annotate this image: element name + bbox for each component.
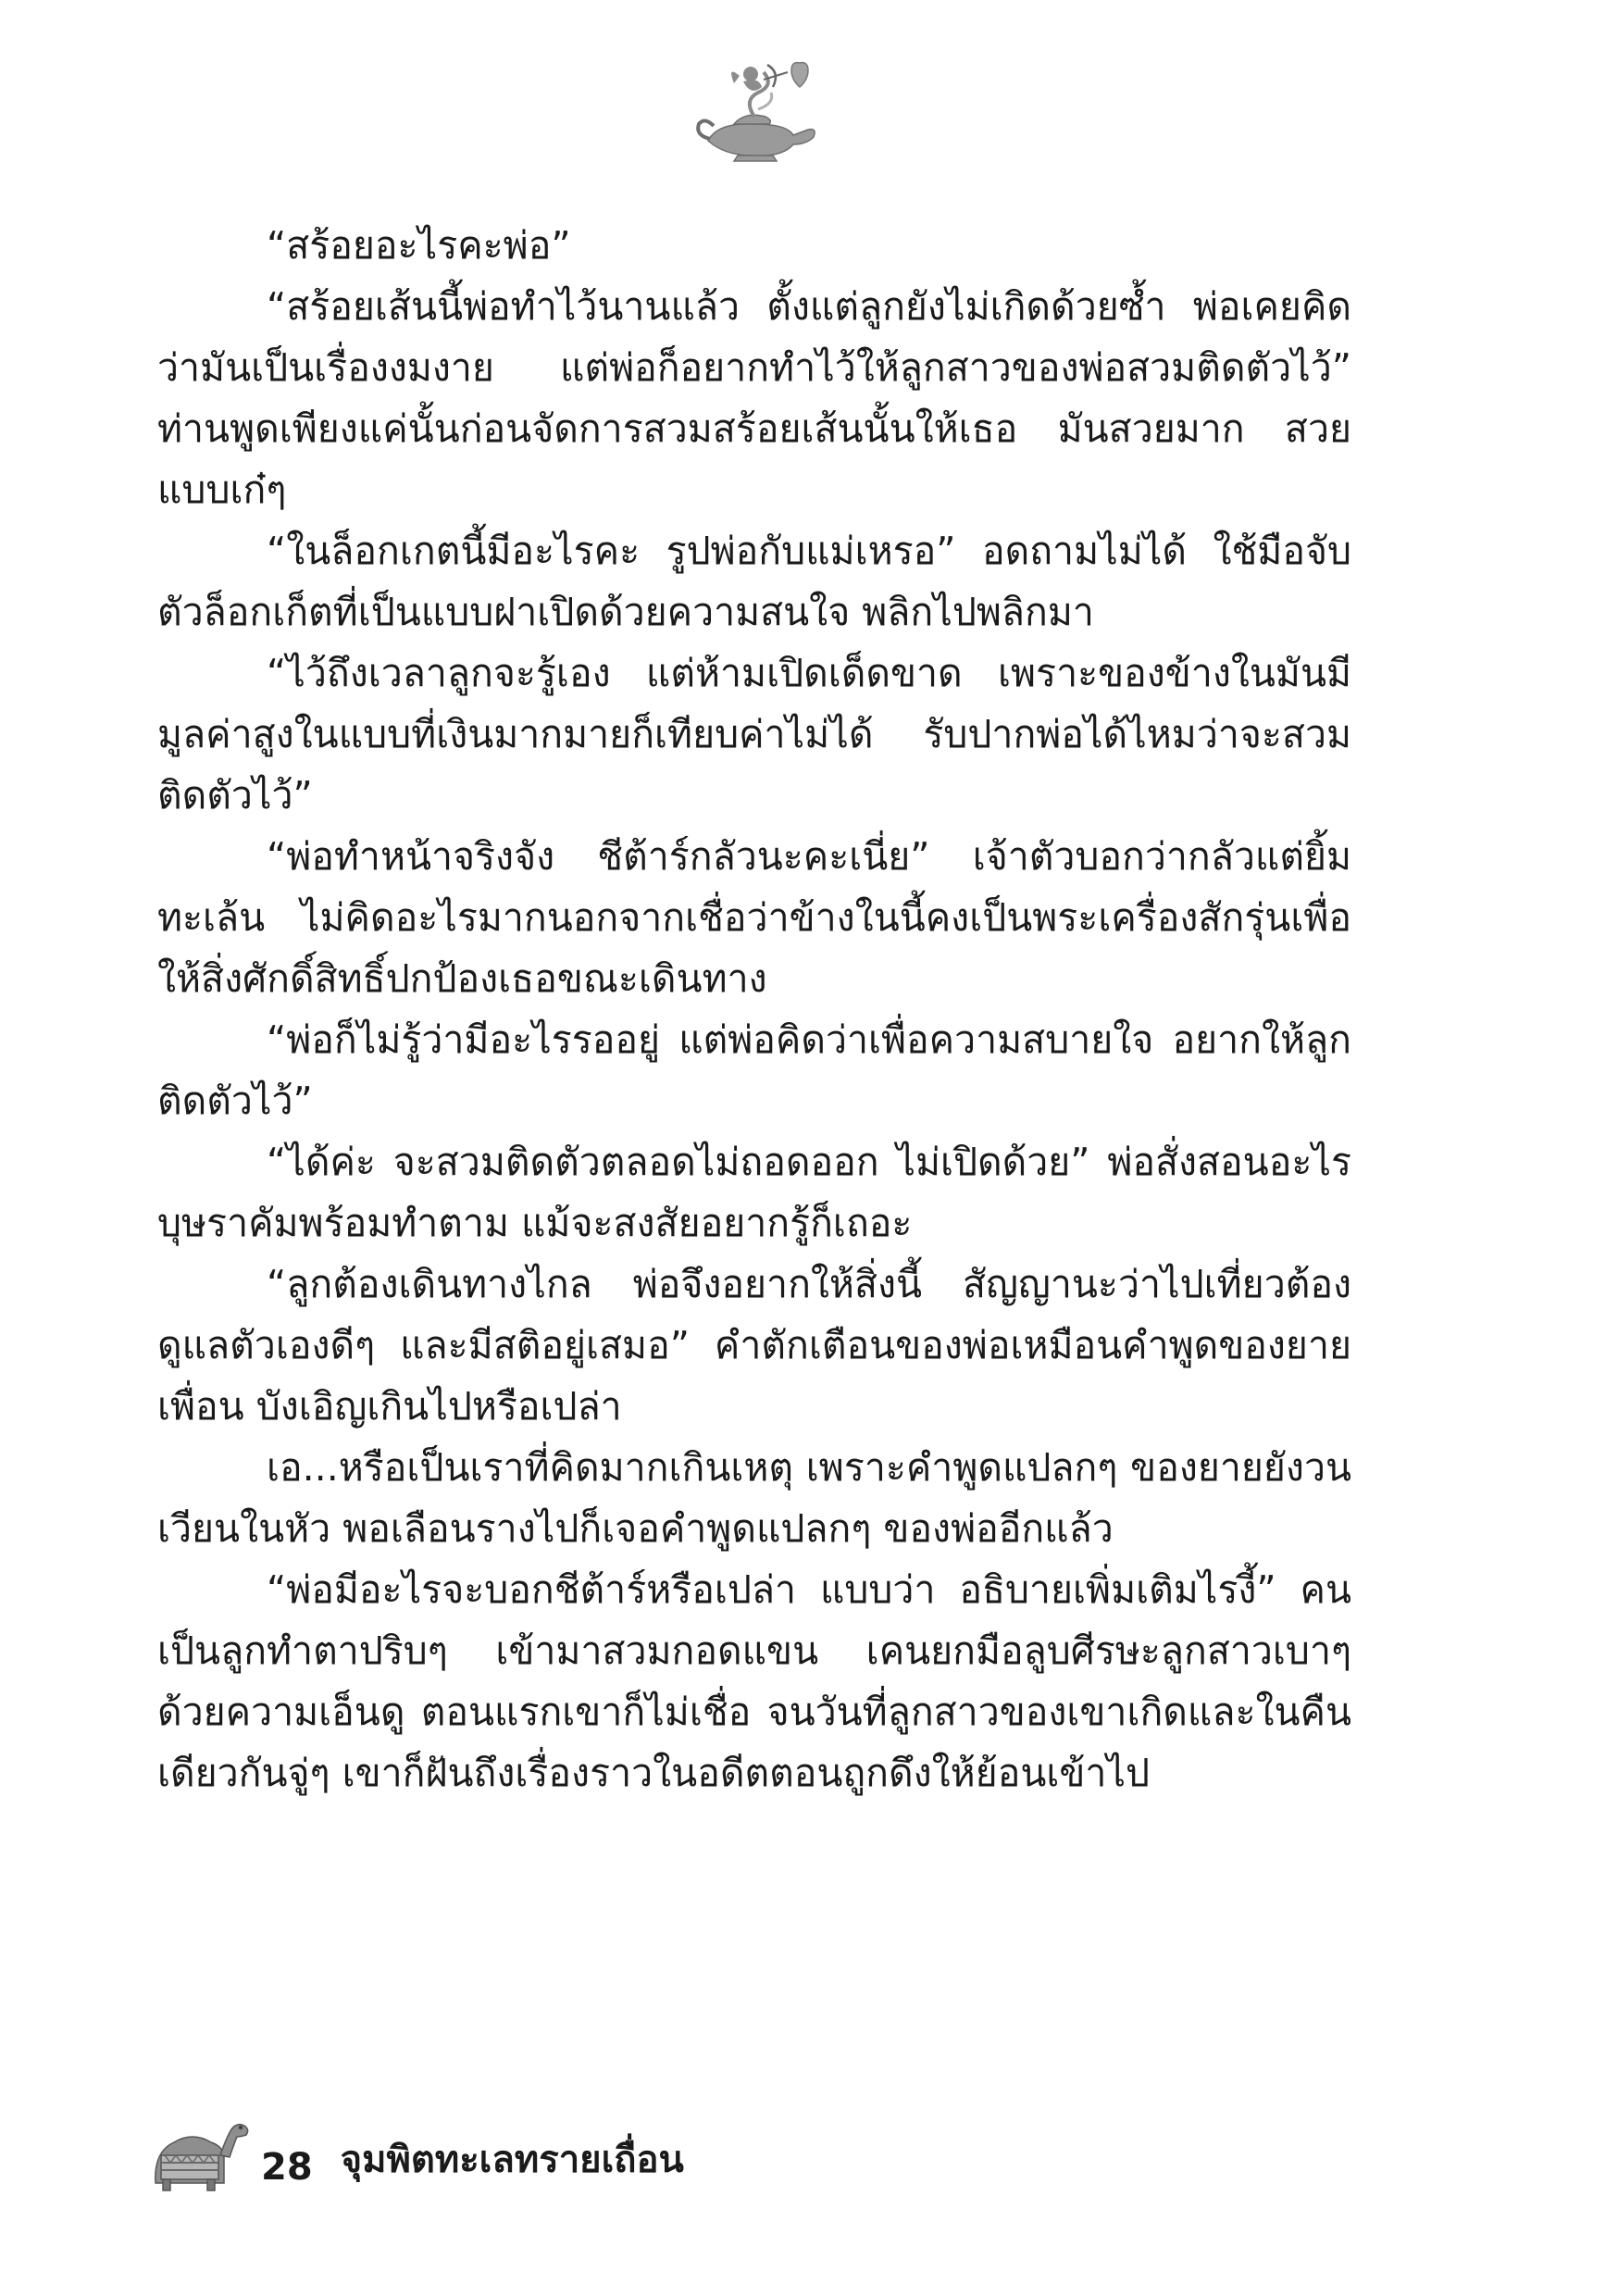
paragraph: “สร้อยเส้นนี้พ่อทำไว้นานแล้ว ตั้งแต่ลูกยังไม่เกิดด้วยซ้ำ พ่อเคยคิดว่ามันเป็นเรื่องงมงาย แต่พ่อก็อยากทำไว้ให้ลูกสาวของพ่อสวมติดตัวไว้” ท่านพูดเพียงแค่นั้นก่อนจัดการสวมสร้อยเส้นนั้นให้เธอ มันสวยมาก สวยแบบเก๋ๆ bbox=[157, 284, 1351, 512]
page-footer bbox=[150, 2100, 684, 2192]
page-number: 28 bbox=[261, 2146, 313, 2189]
paragraph: “พ่อมีอะไรจะบอกชีต้าร์หรือเปล่า แบบว่า อธิบายเพิ่มเติมไรงี้” คนเป็นลูกทำตาปริบๆ เข้ามาสวมกอดแขน เคนยกมือลูบศีรษะลูกสาวเบาๆ ด้วยความเอ็นดู ตอนแรกเขาก็ไม่เชื่อ จนวันที่ลูกสาวของเขาเกิดและในคืนเดียวกันจู่ๆ เขาก็ฝันถึงเรื่องราวในอดีตตอนถูกดึงให้ย้อนเข้าไป bbox=[157, 1567, 1351, 1795]
paragraph: “ในล็อกเกตนี้มีอะไรคะ รูปพ่อกับแม่เหรอ” อดถามไม่ได้ ใช้มือจับตัวล็อกเก็ตที่เป็นแบบฝาเปิดด้วยความสนใจ พลิกไปพลิกมา bbox=[157, 529, 1351, 634]
paragraph: “ไว้ถึงเวลาลูกจะรู้เอง แต่ห้ามเปิดเด็ดขาด เพราะของข้างในมันมีมูลค่าสูงในแบบที่เงินมากมายก็เทียบค่าไม่ได้ รับปากพ่อได้ไหมว่าจะสวมติดตัวไว้” bbox=[157, 651, 1351, 817]
paragraph: “สร้อยอะไรคะพ่อ” bbox=[267, 223, 571, 268]
paragraph: “พ่อทำหน้าจริงจัง ชีต้าร์กลัวนะคะเนี่ย” เจ้าตัวบอกว่ากลัวแต่ยิ้มทะเล้น ไม่คิดอะไรมากนอกจากเชื่อว่าข้างในนี้คงเป็นพระเครื่องสักรุ่นเพื่อให้สิ่งศักดิ์สิทธิ์ปกป้องเธอขณะเดินทาง bbox=[157, 834, 1351, 1001]
paragraph: “ลูกต้องเดินทางไกล พ่อจึงอยากให้สิ่งนี้ สัญญานะว่าไปเที่ยวต้องดูแลตัวเองดีๆ และมีสติอยู่เสมอ” คำตักเตือนของพ่อเหมือนคำพูดของยายเพื่อน บังเอิญเกินไปหรือเปล่า bbox=[157, 1262, 1351, 1429]
paragraph: เอ...หรือเป็นเราที่คิดมากเกินเหตุ เพราะคำพูดแปลกๆ ของยายยังวนเวียนในหัว พอเลือนรางไปก็เจอคำพูดแปลกๆ ของพ่ออีกแล้ว bbox=[157, 1445, 1351, 1551]
camel-icon bbox=[150, 2115, 252, 2192]
paragraph: “พ่อก็ไม่รู้ว่ามีอะไรรออยู่ แต่พ่อคิดว่าเพื่อความสบายใจ อยากให้ลูกติดตัวไว้” bbox=[157, 1017, 1351, 1123]
story-text bbox=[157, 215, 1351, 1803]
magic-lamp-cupid-icon bbox=[690, 56, 828, 167]
paragraph: “ได้ค่ะ จะสวมติดตัวตลอดไม่ถอดออก ไม่เปิดด้วย” พ่อสั่งสอนอะไรบุษราคัมพร้อมทำตาม แม้จะสงสัยอยากรู้ก็เถอะ bbox=[157, 1140, 1351, 1245]
book-title: จุมพิตทะเลทรายเถื่อน bbox=[340, 2139, 684, 2181]
